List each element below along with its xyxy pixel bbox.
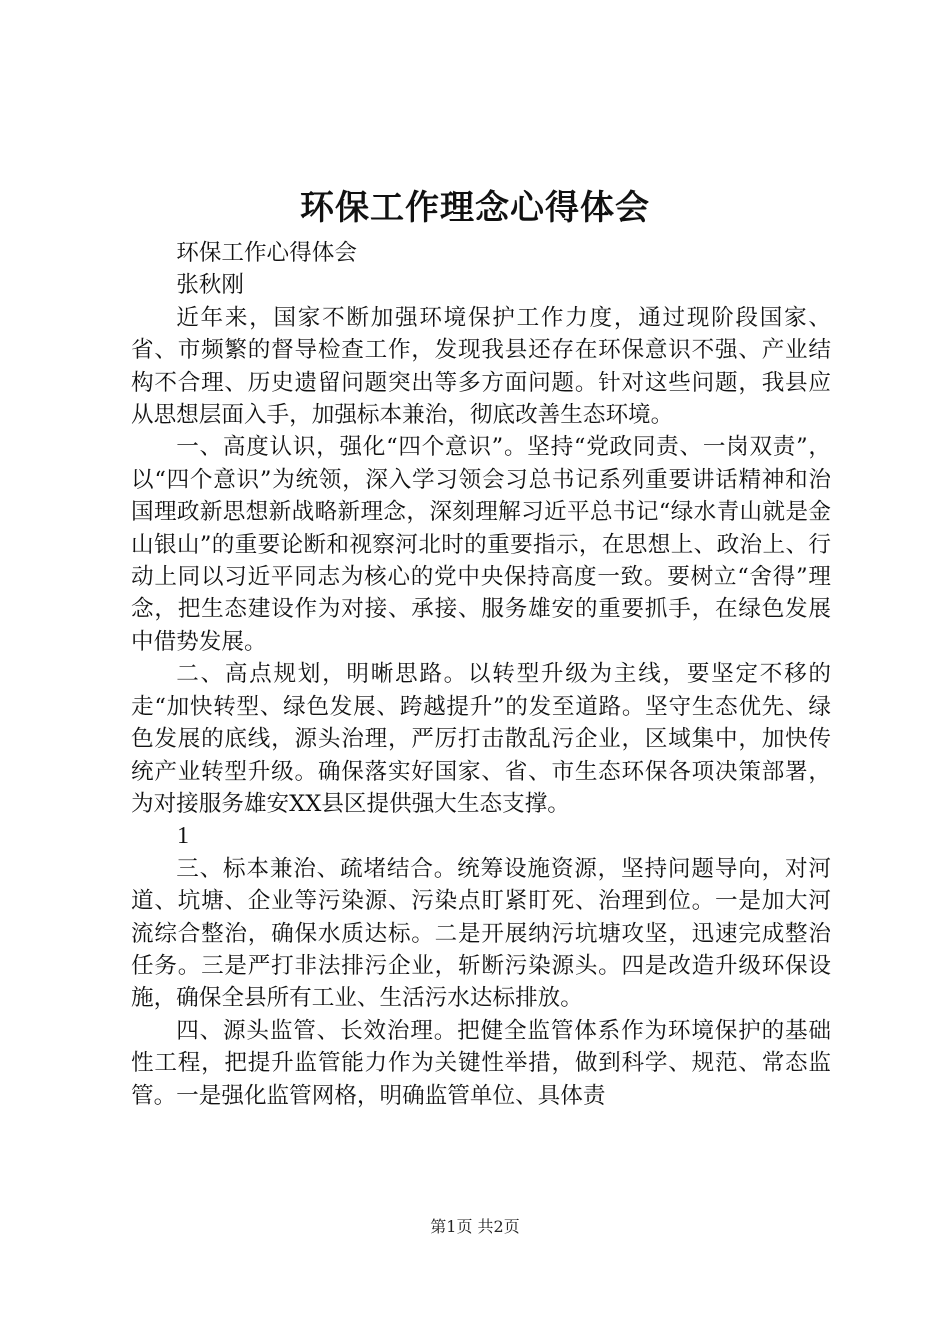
paragraph-intro: 近年来，国家不断加强环境保护工作力度，通过现阶段国家、省、市频繁的督导检查工作，发现我县还存在环保意识不强、产业结构不合理、历史遗留问题突出等多方面问题。针对这些问题，我县应从思想层面入手，加强标本兼治，彻底改善生态环境。	[131, 304, 831, 429]
paragraph-section-1: 一、高度认识，强化“四个意识”。坚持“党政同责、一岗双责”，以“四个意识”为统领，深入学习领会习总书记系列重要讲话精神和治国理政新思想新战略新理念，深刻理解习近平总书记“绿水青山就是金山银山”的重要论断和视察河北时的重要指示，在思想上、政治上、行动上同以习近平同志为核心的党中央保持高度一致。要树立“舍得”理念，把生态建设作为对接、承接、服务雄安的重要抓手，在绿色发展中借势发展。	[131, 434, 831, 655]
paragraph-section-4: 四、源头监管、长效治理。把健全监管体系作为环境保护的基础性工程，把提升监管能力作为关键性举措，做到科学、规范、常态监管。一是强化监管网格，明确监管单位、具体责	[131, 1017, 831, 1109]
paragraph-section-2: 二、高点规划，明晰思路。以转型升级为主线，要坚定不移的走“加快转型、绿色发展、跨越提升”的发至道路。坚守生态优先、绿色发展的底线，源头治理，严厉打击散乱污企业，区域集中，加快传统产业转型升级。确保落实好国家、省、市生态环保各项决策部署，为对接服务雄安XX县区提供强大生态支撑。	[131, 661, 831, 817]
document-title: 环保工作理念心得体会	[300, 188, 650, 228]
inline-page-number: 1	[177, 823, 189, 850]
document-subtitle: 环保工作心得体会	[176, 240, 357, 266]
paragraph-section-3: 三、标本兼治、疏堵结合。统筹设施资源，坚持问题导向，对河道、坑塘、企业等污染源、污染点盯紧盯死、治理到位。一是加大河流综合整治，确保水质达标。二是开展纳污坑塘攻坚，迅速完成整治任务。三是严打非法排污企业，斩断污染源头。四是改造升级环保设施，确保全县所有工业、生活污水达标排放。	[131, 855, 831, 1012]
page-footer: 第1页 共2页	[430, 1217, 520, 1236]
document-author: 张秋刚	[176, 272, 244, 299]
document-body	[131, 237, 831, 1112]
